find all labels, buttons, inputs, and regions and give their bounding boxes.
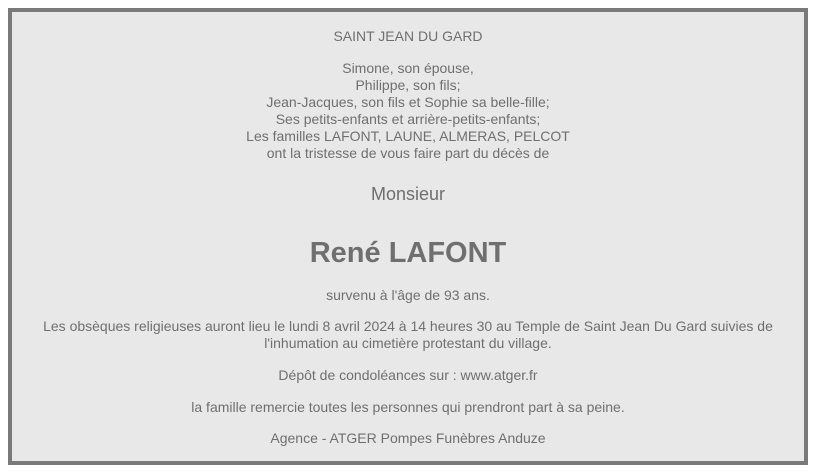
funeral-info: Les obsèques religieuses auront lieu le lundi 8 avril 2024 à 14 heures 30 au Temple de Saint Jean Du Gard suivies de l'inhumation au cimetière protestant du village. — [43, 318, 773, 351]
deceased-name: René LAFONT — [309, 237, 507, 269]
thanks-line: la famille remercie toutes les personnes qui prendront part à sa peine. — [191, 399, 625, 415]
condolences-line: Dépôt de condoléances sur : www.atger.fr — [278, 367, 538, 383]
age-line: survenu à l'âge de 93 ans. — [326, 287, 490, 303]
family-line-5: Les familles LAFONT, LAUNE, ALMERAS, PELCOT — [246, 128, 570, 144]
family-line-2: Philippe, son fils; — [355, 77, 461, 93]
family-line-3: Jean-Jacques, son fils et Sophie sa belle-fille; — [266, 94, 550, 110]
honorific: Monsieur — [370, 184, 446, 204]
family-line-1: Simone, son épouse, — [342, 60, 474, 76]
location-heading: SAINT JEAN DU GARD — [333, 28, 483, 44]
obituary-notice — [8, 8, 808, 465]
family-line-4: Ses petits-enfants et arrière-petits-enfants; — [275, 111, 541, 127]
agency-line: Agence - ATGER Pompes Funèbres Anduze — [270, 430, 546, 446]
family-line-6: ont la tristesse de vous faire part du décès de — [266, 145, 550, 161]
